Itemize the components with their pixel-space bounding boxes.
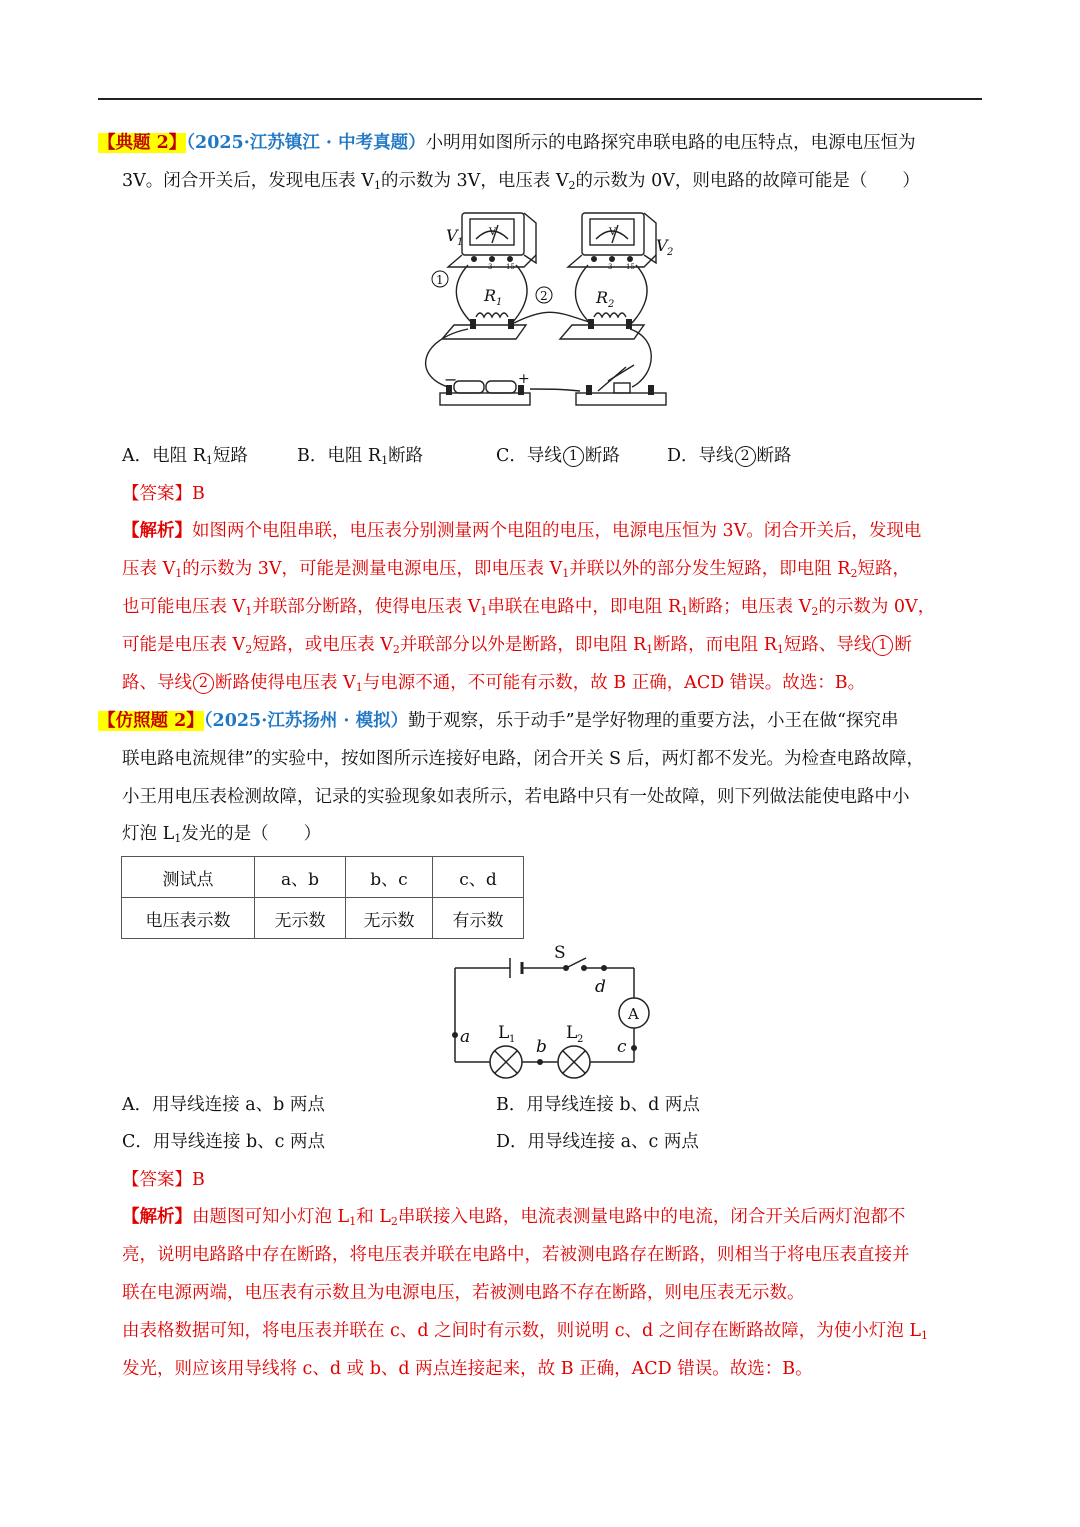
q2-option-a[interactable]: A．用导线连接 a、b 两点: [122, 1095, 325, 1115]
svg-text:3: 3: [608, 263, 613, 271]
q1-analysis-line1: 【解析】如图两个电阻串联，电压表分别测量两个电阻的电压，电源电压恒为 3V。闭合开关后，发现电: [122, 521, 922, 541]
svg-text:S: S: [554, 943, 566, 963]
svg-text:2: 2: [667, 247, 674, 258]
svg-text:1: 1: [509, 1034, 516, 1045]
q1-stem-line1: 【典题 2】（2025·江苏镇江 · 中考真题）小明用如图所示的电路探究串联电路的电压特点，电源电压恒为: [98, 133, 916, 153]
table-cell: a、b: [255, 857, 346, 898]
q2-analysis-line3: 联在电源两端，电压表有示数且为电源电压，若被测电路不存在断路，则电压表无示数。: [122, 1283, 805, 1303]
svg-text:3: 3: [488, 263, 493, 271]
svg-text:R: R: [484, 286, 497, 305]
svg-text:a: a: [460, 1027, 471, 1047]
q1-analysis-line2: 压表 $V_1$的示数为 3V，可能是测量电源电压，即电压表 $V_1$并联以外的部分发生短路，即电阻 $R_2$短路，: [122, 559, 910, 580]
q2-answer: 【答案】B: [122, 1170, 205, 1190]
svg-text:c: c: [617, 1037, 627, 1057]
svg-text:d: d: [595, 977, 606, 997]
q2-analysis-line4: 由表格数据可知，将电压表并联在 c、d 之间时有示数，则说明 c、d 之间存在断路故障，为使小灯泡 $L_1$: [122, 1321, 928, 1342]
svg-text:−: −: [444, 370, 458, 389]
q2-data-table: [121, 856, 524, 939]
q1-source: （2025·江苏镇江 · 中考真题）: [186, 133, 426, 153]
q2-stem-line4: 灯泡 $L_1$发光的是（ ）: [122, 824, 322, 845]
q2-tag: 【仿照题 2】: [98, 711, 204, 731]
q1-option-a[interactable]: A．电阻 $R_1$短路: [122, 446, 248, 467]
q1-answer: 【答案】B: [122, 484, 205, 504]
svg-text:V: V: [489, 227, 497, 238]
q1-analysis-line3: 也可能电压表 $V_1$并联部分断路，使得电压表 $V_1$串联在电路中，即电阻 $R_1$断路；电压表 $V_2$的示数为 0V，: [122, 597, 936, 618]
svg-text:1: 1: [457, 237, 464, 248]
table-cell: 无示数: [255, 898, 346, 939]
q2-stem-line1: 【仿照题 2】（2025·江苏扬州 · 模拟）勤于观察，乐于动手”是学好物理的重要方法，小王在做“探究串: [98, 711, 899, 731]
q2-option-b[interactable]: B．用导线连接 b、d 两点: [496, 1095, 700, 1115]
table-cell: 电压表示数: [122, 898, 255, 939]
svg-text:A: A: [628, 1005, 639, 1023]
q2-analysis-line1: 【解析】由题图可知小灯泡 $L_1$和 $L_2$串联接入电路，电流表测量电路中的电流，闭合开关后两灯泡都不: [122, 1207, 906, 1228]
table-cell: c、d: [433, 857, 524, 898]
q2-analysis-line2: 亮，说明电路路中存在断路，将电压表并联在电路中，若被测电路存在断路，则相当于将电压表直接并: [122, 1245, 910, 1265]
svg-text:L: L: [498, 1023, 510, 1043]
table-row: [122, 857, 524, 898]
table-cell: 无示数: [346, 898, 433, 939]
q1-analysis-line5: 路、导线 2 断路使得电压表 $V_1$与电源不通，不可能有示数，故 B 正确，ACD 错误。故选：B。: [122, 673, 866, 694]
svg-text:15: 15: [506, 263, 515, 271]
svg-text:2: 2: [540, 289, 548, 303]
q1-option-c[interactable]: C．导线 1 断路: [496, 446, 620, 466]
svg-text:V: V: [446, 226, 458, 245]
svg-text:2: 2: [608, 299, 615, 310]
q1-option-d[interactable]: D．导线 2 断路: [667, 446, 792, 466]
q2-stem-line2: 联电路电流规律”的实验中，按如图所示连接好电路，闭合开关 S 后，两灯都不发光。为检查电路故障，: [122, 749, 925, 769]
svg-text:+: +: [518, 371, 530, 387]
svg-text:1: 1: [436, 273, 444, 287]
q2-option-c[interactable]: C．用导线连接 b、c 两点: [122, 1132, 326, 1152]
svg-text:b: b: [536, 1037, 547, 1057]
q2-stem-line3: 小王用电压表检测故障，记录的实验现象如表所示，若电路中只有一处故障，则下列做法能使电路中小: [122, 787, 910, 807]
svg-text:V: V: [656, 236, 668, 255]
q1-tag: 【典题 2】: [98, 133, 187, 153]
q1-circuit-figure: [410, 205, 680, 427]
table-row: [122, 898, 524, 939]
svg-text:1: 1: [496, 297, 503, 308]
q2-analysis-line5: 发光，则应该用导线将 c、d 或 b、d 两点连接起来，故 B 正确，ACD 错误。故选：B。: [122, 1359, 813, 1379]
table-cell: 有示数: [433, 898, 524, 939]
q2-option-d[interactable]: D．用导线连接 a、c 两点: [496, 1132, 699, 1152]
svg-text:15: 15: [626, 263, 635, 271]
q1-option-b[interactable]: B．电阻 $R_1$断路: [297, 446, 424, 467]
q1-stem-line2: 3V。闭合开关后，发现电压表 $V_1$的示数为 3V，电压表 $V_2$的示数为 0V，则电路的故障可能是（ ）: [122, 171, 920, 192]
q1-analysis-line4: 可能是电压表 $V_2$短路，或电压表 $V_2$并联部分以外是断路，即电阻 $R_1$断路，而电阻 $R_1$短路、导线 1 断: [122, 635, 912, 656]
header-rule: [98, 98, 982, 100]
q2-circuit-figure: [440, 940, 660, 1082]
table-cell: b、c: [346, 857, 433, 898]
svg-text:2: 2: [577, 1034, 584, 1045]
svg-text:R: R: [596, 288, 609, 307]
svg-text:L: L: [566, 1023, 578, 1043]
svg-text:V: V: [609, 227, 617, 238]
table-cell: 测试点: [122, 857, 255, 898]
q2-source: （2025·江苏扬州 · 模拟）: [203, 711, 409, 731]
